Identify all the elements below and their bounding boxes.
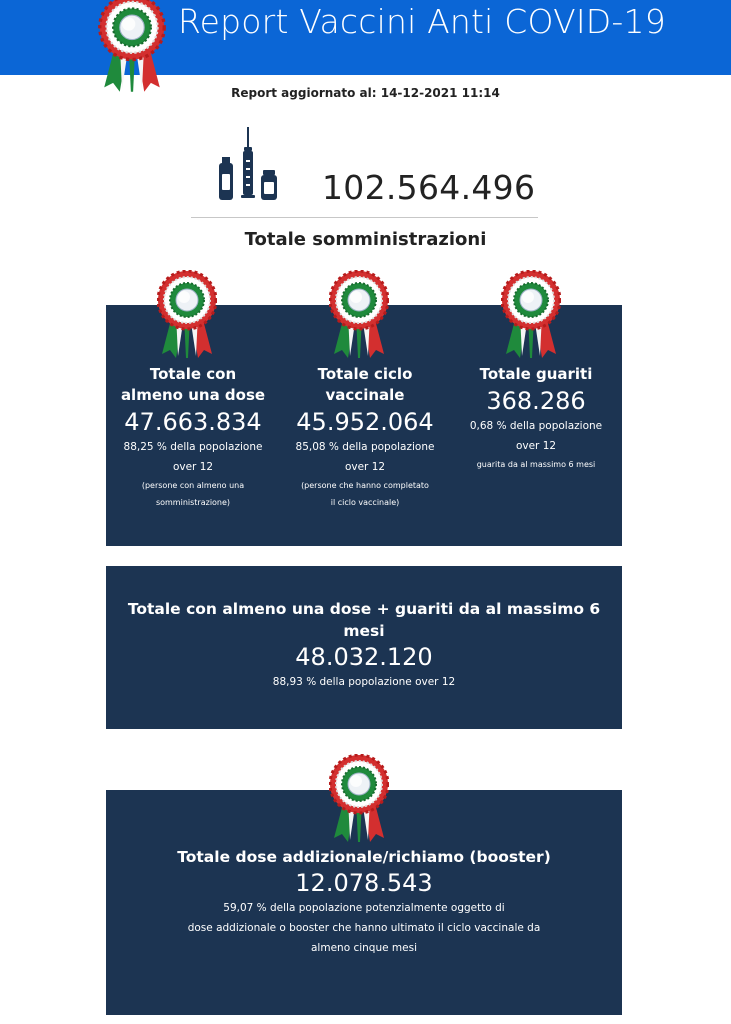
booster-description: 59,07 % della popolazione potenzialmente oggetto di	[223, 902, 505, 914]
header	[0, 0, 731, 75]
stat-note: (persone che hanno completato	[301, 481, 429, 490]
stat-recovered	[450, 364, 622, 473]
combined-title: Totale con almeno una dose + guariti da al massimo 6 mesi	[127, 600, 601, 640]
stat-at-least-one-dose	[107, 364, 279, 511]
stat-percentage: 88,25 % della popolazione	[123, 441, 263, 453]
stat-percentage: 85,08 % della popolazione	[295, 441, 435, 453]
stat-full-cycle	[279, 364, 451, 511]
rosette-icon	[96, 0, 168, 94]
rosette-icon	[157, 270, 217, 360]
stat-title: Totale guariti	[479, 365, 593, 383]
stat-note: guarita da al massimo 6 mesi	[476, 460, 596, 469]
booster-description: dose addizionale o booster che hanno ultimato il ciclo vaccinale da	[187, 922, 541, 934]
rosette-icon	[501, 270, 561, 360]
stat-value: 368.286	[486, 387, 586, 415]
stat-note: somministrazione)	[155, 498, 231, 507]
total-administrations-value: 102.564.496	[322, 168, 536, 207]
stat-percentage: over 12	[515, 440, 557, 452]
booster-title: Totale dose addizionale/richiamo (booster)	[177, 848, 551, 866]
total-administrations-label: Totale somministrazioni	[244, 229, 487, 250]
booster-value: 12.078.543	[295, 869, 433, 897]
vaccine-syringe-icon	[216, 124, 280, 204]
stat-note: il ciclo vaccinale)	[330, 498, 400, 507]
stat-title: almeno una dose	[120, 386, 266, 404]
combined-stat	[106, 598, 622, 692]
divider	[191, 217, 538, 218]
stat-value: 47.663.834	[124, 408, 262, 436]
stat-title: Totale con	[149, 365, 237, 383]
stat-percentage: 0,68 % della popolazione	[469, 420, 603, 432]
rosette-icon	[329, 270, 389, 360]
stat-percentage: over 12	[344, 461, 386, 473]
rosette-icon	[329, 754, 389, 844]
page-title: Report Vaccini Anti COVID-19	[178, 2, 666, 41]
stat-title: Totale ciclo	[317, 365, 413, 383]
stat-note: (persone con almeno una	[141, 481, 245, 490]
stat-title: vaccinale	[325, 386, 405, 404]
combined-percentage: 88,93 % della popolazione over 12	[272, 676, 456, 688]
booster-stat	[106, 846, 622, 958]
combined-value: 48.032.120	[295, 643, 433, 671]
stat-percentage: over 12	[172, 461, 214, 473]
booster-description: almeno cinque mesi	[311, 942, 417, 954]
stat-value: 45.952.064	[296, 408, 434, 436]
updated-timestamp: Report aggiornato al: 14-12-2021 11:14	[231, 86, 500, 100]
